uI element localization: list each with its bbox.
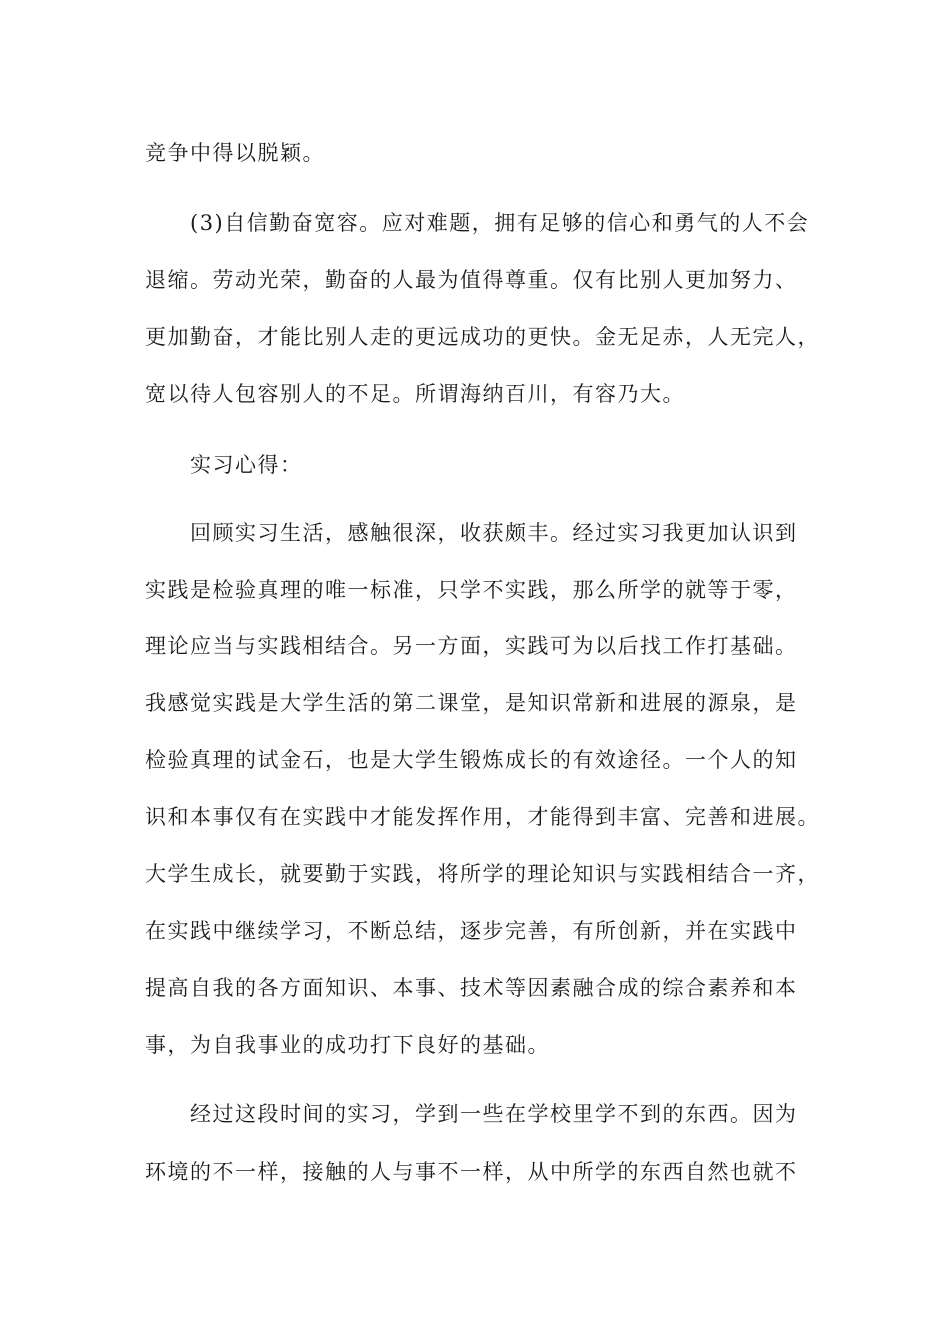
text-line: 我感觉实践是大学生活的第二课堂，是知识常新和进展的源泉，是	[145, 691, 798, 715]
text-line: 提高自我的各方面知识、本事、技术等因素融合成的综合素养和本	[145, 976, 798, 1000]
text-line: 检验真理的试金石，也是大学生锻炼成长的有效途径。一个人的知	[145, 748, 798, 772]
text-line: 事，为自我事业的成功打下良好的基础。	[145, 1033, 550, 1057]
text-line: 理论应当与实践相结合。另一方面，实践可为以后找工作打基础。	[145, 634, 798, 658]
text-line: 识和本事仅有在实践中才能发挥作用，才能得到丰富、完善和进展。	[145, 805, 820, 829]
text-line: 退缩。劳动光荣，勤奋的人最为值得尊重。仅有比别人更加努力、	[145, 268, 798, 292]
text-line: 在实践中继续学习，不断总结，逐步完善，有所创新，并在实践中	[145, 919, 798, 943]
text-line: 宽以待人包容别人的不足。所谓海纳百川，有容乃大。	[145, 382, 685, 406]
text-line: 回顾实习生活，感触很深，收获颇丰。经过实习我更加认识到	[190, 521, 798, 545]
text-line: 经过这段时间的实习，学到一些在学校里学不到的东西。因为	[190, 1102, 798, 1126]
text-line: 大学生成长，就要勤于实践，将所学的理论知识与实践相结合一齐，	[145, 862, 820, 886]
text-line: (3)自信勤奋宽容。应对难题，拥有足够的信心和勇气的人不会	[190, 211, 810, 235]
text-line: 更加勤奋，才能比别人走的更远成功的更快。金无足赤，人无完人，	[145, 325, 820, 349]
text-line: 实践是检验真理的唯一标准，只学不实践，那么所学的就等于零，	[145, 578, 798, 602]
text-line: 环境的不一样，接触的人与事不一样，从中所学的东西自然也就不	[145, 1160, 798, 1184]
section-heading: 实习心得：	[190, 453, 303, 477]
text-line: 竞争中得以脱颖。	[145, 141, 325, 165]
